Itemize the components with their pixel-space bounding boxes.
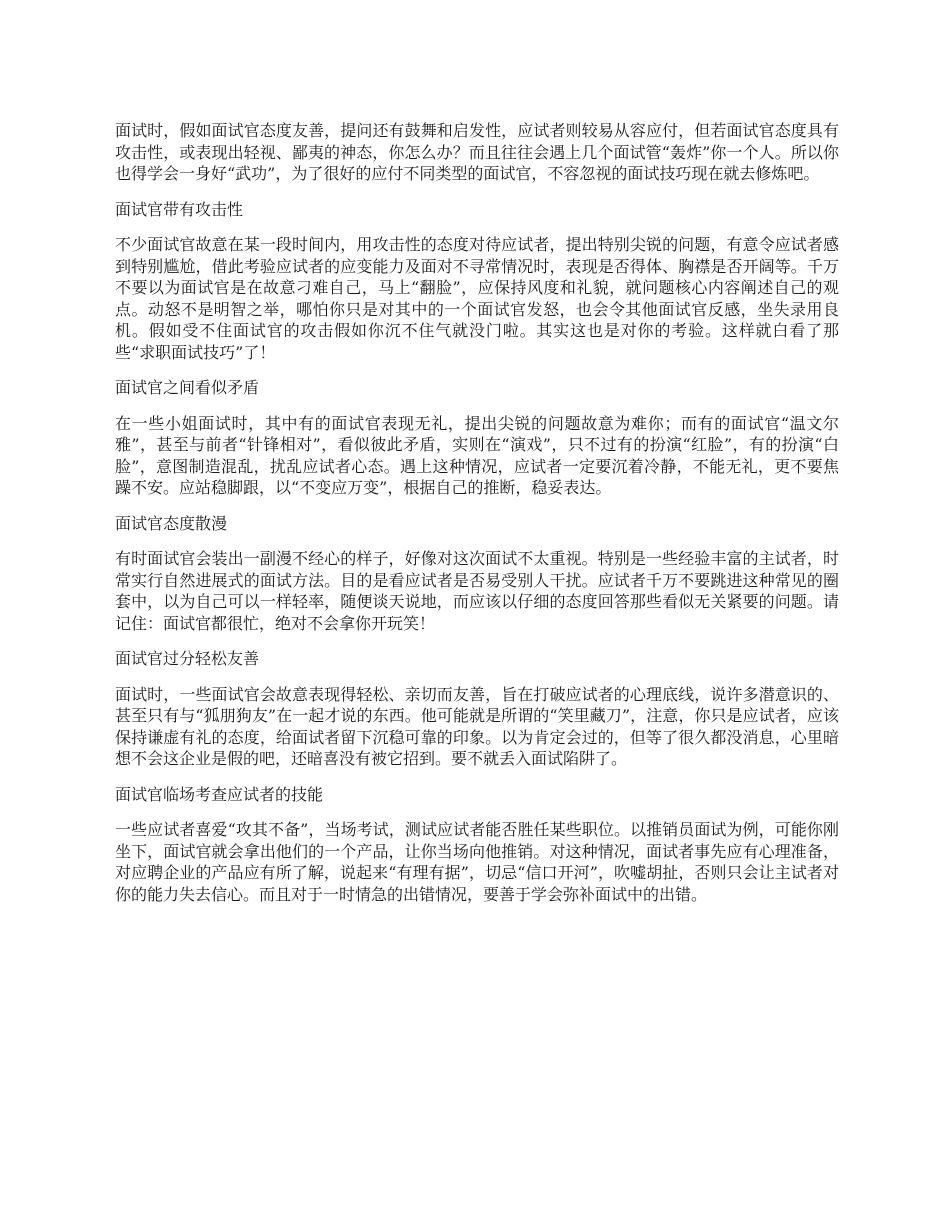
section-body-friendly: 面试时，一些面试官会故意表现得轻松、亲切而友善，旨在打破应试者的心理底线，说许多潜意识的、甚至只有与“狐朋狗友”在一起才说的东西。他可能就是所谓的“笑里藏刀”，注意，你只是应试者，应该保持谦虚有礼的态度，给面试者留下沉稳可靠的印象。以为肯定会过的，但等了很久都没消息，心里暗想不会这企业是假的吧，还暗喜没有被它招到。要不就丢入面试陷阱了。: [115, 684, 839, 768]
section-body-aggressive: 不少面试官故意在某一段时间内，用攻击性的态度对待应试者，提出特别尖锐的问题，有意令应试者感到特别尴尬，借此考验应试者的应变能力及面对不寻常情况时，表现是否得体、胸襟是否开阔等。千万不要以为面试官是在故意刁难自己，马上“翻脸”，应保持风度和礼貌，就问题核心内容阐述自己的观点。动怒不是明智之举，哪怕你只是对其中的一个面试官发怒，也会令其他面试官反感，坐失录用良机。假如受不住面试官的攻击假如你沉不住气就没门啦。其实这也是对你的考验。这样就白看了那些“求职面试技巧”了！: [115, 235, 839, 362]
section-heading-casual: 面试官态度散漫: [115, 513, 228, 533]
document-page: [115, 120, 839, 919]
section-body-casual: 有时面试官会装出一副漫不经心的样子，好像对这次面试不太重视。特别是一些经验丰富的主试者，时常实行自然进展式的面试方法。目的是看应试者是否易受别人干扰。应试者千万不要跳进这种常见的圈套中，以为自己可以一样轻率，随便谈天说地，而应该以仔细的态度回答那些看似无关紧要的问题。请记住：面试官都很忙，绝对不会拿你开玩笑！: [115, 549, 839, 633]
section-heading-contradictory: 面试官之间看似矛盾: [115, 378, 260, 397]
section-heading-skill-test: 面试官临场考查应试者的技能: [115, 784, 324, 804]
intro-paragraph: 面试时，假如面试官态度友善，提问还有鼓舞和启发性，应试者则较易从容应付，但若面试官态度具有攻击性，或表现出轻视、鄙夷的神态，你怎么办？而且往往会遇上几个面试管“轰炸”你一个人。所以你也得学会一身好“武功”，为了很好的应付不同类型的面试官，不容忽视的面试技巧现在就去修炼吧。: [115, 121, 839, 183]
section-body-skill-test: 一些应试者喜爱“攻其不备”，当场考试，测试应试者能否胜任某些职位。以推销员面试为例，可能你刚坐下，面试官就会拿出他们的一个产品，让你当场向他推销。对这种情况，面试者事先应有心理准备，对应聘企业的产品应有所了解，说起来“有理有据”，切忌“信口开河”，吹嘘胡扯，否则只会让主试者对你的能力失去信心。而且对于一时情急的出错情况，要善于学会弥补面试中的出错。: [115, 820, 839, 904]
section-heading-friendly: 面试官过分轻松友善: [115, 649, 260, 668]
section-heading-aggressive: 面试官带有攻击性: [115, 199, 244, 219]
section-body-contradictory: 在一些小姐面试时，其中有的面试官表现无礼，提出尖锐的问题故意为难你；而有的面试官“温文尔雅”，甚至与前者“针锋相对”，看似彼此矛盾，实则在“演戏”，只不过有的扮演“红脸”，有的扮演“白脸”，意图制造混乱，扰乱应试者心态。遇上这种情况，应试者一定要沉着冷静，不能无礼，更不要焦躁不安。应站稳脚跟，以“不变应万变”，根据自己的推断，稳妥表达。: [115, 413, 839, 497]
